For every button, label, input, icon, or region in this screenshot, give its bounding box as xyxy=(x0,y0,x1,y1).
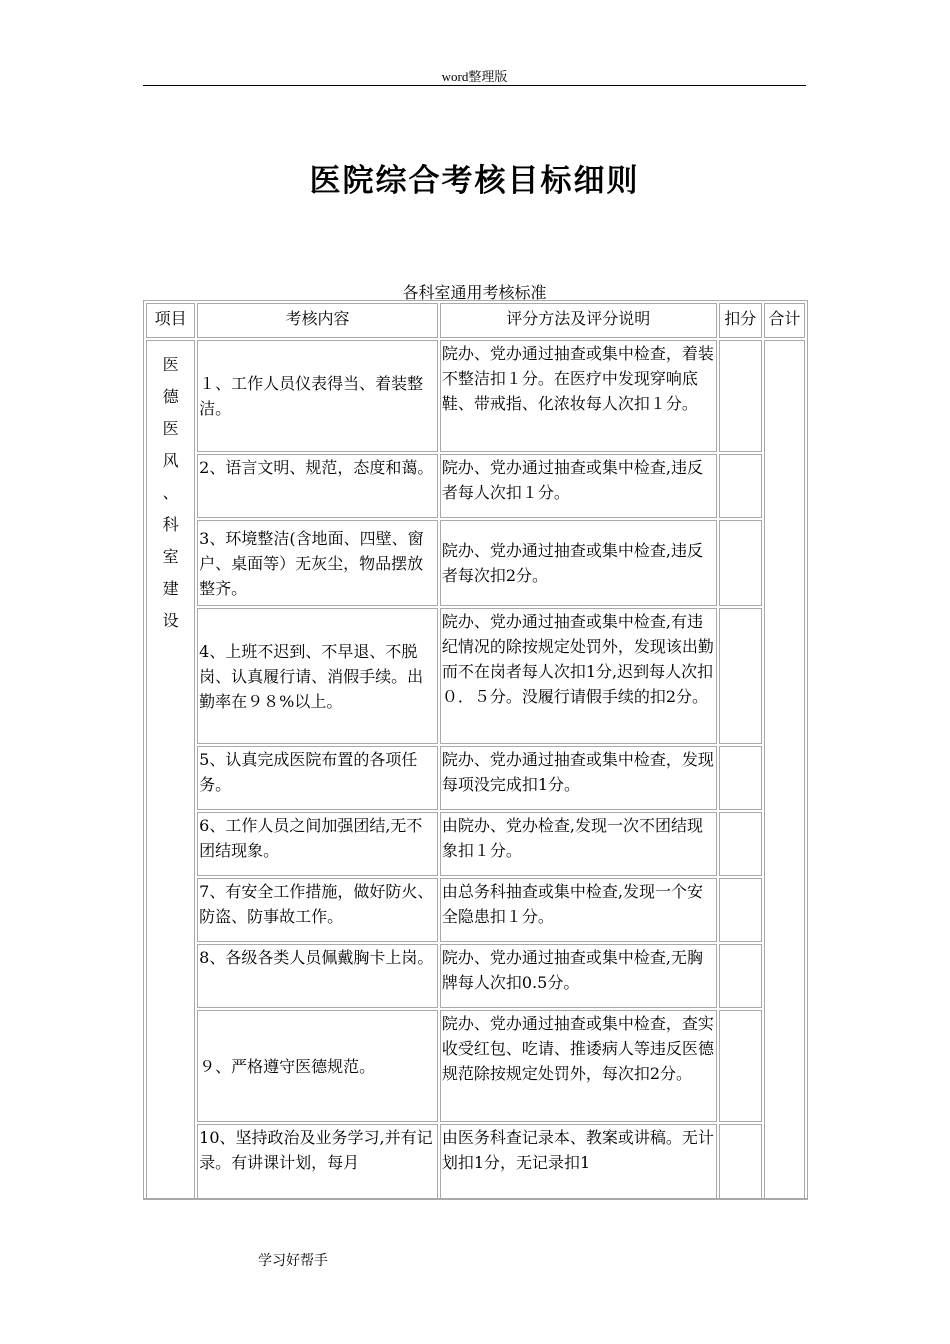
table-row xyxy=(146,340,805,452)
method-cell: 院办、党办通过抽查或集中检查,违反者每次扣2分。 xyxy=(440,520,717,606)
deduction-cell xyxy=(719,1010,762,1122)
deduction-cell xyxy=(719,340,762,452)
content-cell: ９、严格遵守医德规范。 xyxy=(197,1010,438,1122)
deduction-cell xyxy=(719,454,762,518)
column-header-content: 考核内容 xyxy=(197,303,438,338)
method-cell: 院办、党办通过抽查或集中检查，查实收受红包、吃请、推诿病人等违反医德规范除按规定处罚外，每次扣2分。 xyxy=(440,1010,717,1122)
document-title: 医院综合考核目标细则 xyxy=(309,163,640,199)
table-row xyxy=(146,520,805,606)
table-row xyxy=(146,878,805,942)
content-cell: 10、坚持政治及业务学习,并有记录。有讲课计划，每月 xyxy=(197,1124,438,1200)
page-footer: 学习好帮手 xyxy=(258,1253,328,1269)
deduction-cell xyxy=(719,878,762,942)
table-row xyxy=(146,454,805,518)
deduction-cell xyxy=(719,746,762,810)
column-header-method: 评分方法及评分说明 xyxy=(440,303,717,338)
assessment-table-container xyxy=(143,300,808,1200)
table-row xyxy=(146,944,805,1008)
content-cell: 8、各级各类人员佩戴胸卡上岗。 xyxy=(197,944,438,1008)
content-cell: 3、环境整洁(含地面、四壁、窗户、桌面等）无灰尘，物品摆放整齐。 xyxy=(197,520,438,606)
method-cell: 院办、党办通过抽查或集中检查，着装不整洁扣１分。在医疗中发现穿响底鞋、带戒指、化浓妆每人次扣１分。 xyxy=(440,340,717,452)
assessment-table xyxy=(143,300,808,1200)
method-cell: 院办、党办通过抽查或集中检查,无胸牌每人次扣0.5分。 xyxy=(440,944,717,1008)
category-cell xyxy=(146,340,195,1200)
category-char: 室 xyxy=(162,547,179,566)
method-cell: 由医务科查记录本、教案或讲稿。无计划扣1分，无记录扣1 xyxy=(440,1124,717,1200)
deduction-cell xyxy=(719,944,762,1008)
deduction-cell xyxy=(719,812,762,876)
category-char: 科 xyxy=(162,515,179,534)
column-header-total: 合计 xyxy=(764,303,805,338)
category-char: 风 xyxy=(162,451,179,470)
page-header: word整理版 xyxy=(441,69,508,84)
method-cell: 由院办、党办检查,发现一次不团结现象扣１分。 xyxy=(440,812,717,876)
column-header-deduction: 扣分 xyxy=(719,303,762,338)
total-cell xyxy=(764,340,805,1200)
column-header-item: 项目 xyxy=(146,303,195,338)
category-char: 德 xyxy=(162,387,179,406)
table-subtitle: 各科室通用考核标准 xyxy=(402,283,547,302)
table-row xyxy=(146,812,805,876)
content-cell: 6、工作人员之间加强团结,无不团结现象。 xyxy=(197,812,438,876)
table-row xyxy=(146,746,805,810)
deduction-cell xyxy=(719,520,762,606)
method-cell: 院办、党办通过抽查或集中检查,有违纪情况的除按规定处罚外，发现该出勤而不在岗者每人次扣1分,迟到每人次扣０．５分。没履行请假手续的扣2分。 xyxy=(440,608,717,744)
method-cell: 院办、党办通过抽查或集中检查，发现每项没完成扣1分。 xyxy=(440,746,717,810)
table-row xyxy=(146,1010,805,1122)
header-rule xyxy=(143,85,806,86)
method-cell: 由总务科抽查或集中检查,发现一个安全隐患扣１分。 xyxy=(440,878,717,942)
category-char: 医 xyxy=(162,419,179,438)
content-cell: 7、有安全工作措施，做好防火、防盗、防事故工作。 xyxy=(197,878,438,942)
category-char: 、 xyxy=(162,483,179,502)
content-cell: 5、认真完成医院布置的各项任务。 xyxy=(197,746,438,810)
category-char: 建 xyxy=(162,579,179,598)
table-row xyxy=(146,608,805,744)
content-cell: 2、语言文明、规范，态度和蔼。 xyxy=(197,454,438,518)
table-header-row xyxy=(146,303,805,338)
content-cell: １、工作人员仪表得当、着装整洁。 xyxy=(197,340,438,452)
deduction-cell xyxy=(719,1124,762,1200)
category-char: 医 xyxy=(162,355,179,374)
content-cell: 4、上班不迟到、不早退、不脱岗、认真履行请、消假手续。出勤率在９８%以上。 xyxy=(197,608,438,744)
category-char: 设 xyxy=(162,611,179,630)
method-cell: 院办、党办通过抽查或集中检查,违反者每人次扣１分。 xyxy=(440,454,717,518)
table-row xyxy=(146,1124,805,1200)
deduction-cell xyxy=(719,608,762,744)
